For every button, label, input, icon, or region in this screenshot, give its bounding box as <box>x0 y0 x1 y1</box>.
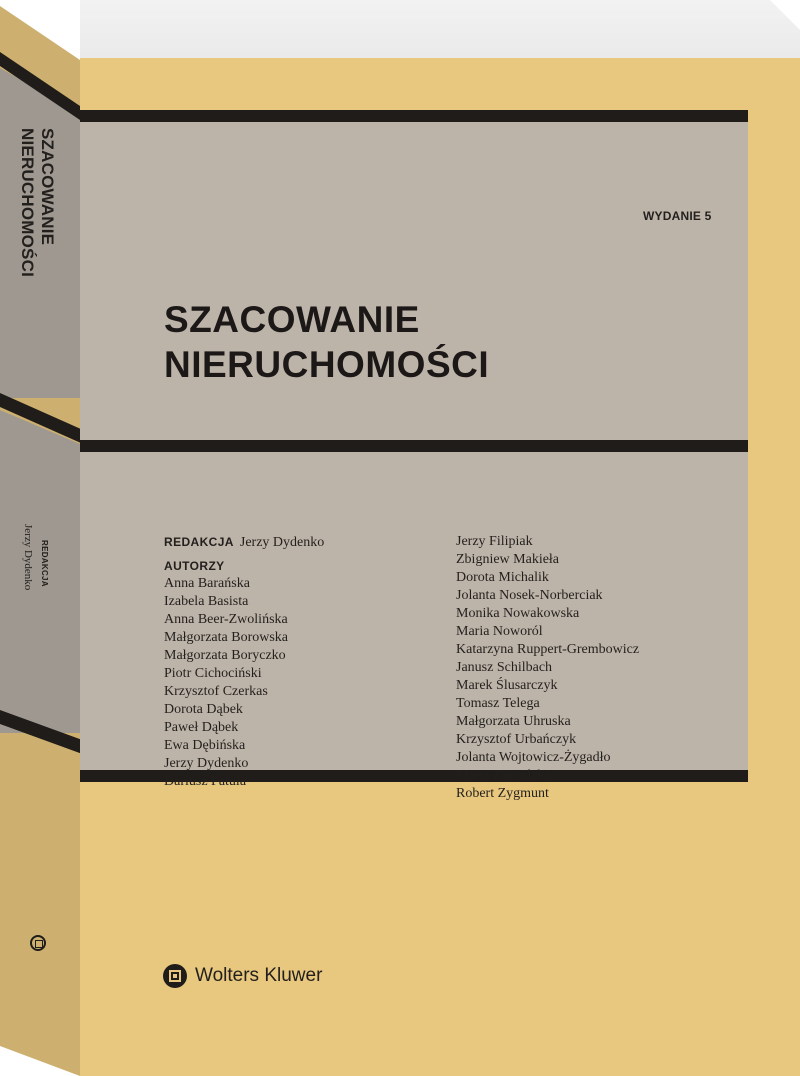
book-title-line-1: SZACOWANIE <box>164 299 420 340</box>
front-cover <box>80 58 800 1076</box>
author-name: Jolanta Wojtowicz-Żygadło <box>456 750 611 765</box>
authors-label: AUTORZY <box>164 559 225 573</box>
author-name: Małgorzata Borowska <box>164 630 289 645</box>
author-name: Dorota Dąbek <box>164 702 243 717</box>
author-name: Piotr Cichociński <box>164 666 262 681</box>
author-name: Jerzy Dydenko <box>164 756 249 771</box>
author-name: Krzysztof Urbańczyk <box>456 732 577 747</box>
book-title <box>164 297 604 387</box>
author-name: Robert Zygmunt <box>456 786 549 801</box>
wolters-kluwer-spine-icon <box>30 935 46 951</box>
author-name: Anna Barańska <box>164 576 250 591</box>
author-name: Paweł Dąbek <box>164 720 239 735</box>
wolters-kluwer-icon <box>163 964 187 988</box>
author-name: Katarzyna Ruppert-Grembowicz <box>456 642 640 657</box>
publisher-name: Wolters Kluwer <box>195 965 323 986</box>
author-name: Zbigniew Makieła <box>456 552 560 567</box>
title-panel <box>80 122 748 440</box>
cover-stripe-middle <box>80 440 748 452</box>
author-name: Dariusz Fatuła <box>164 774 247 789</box>
author-name: Jerzy Filipiak <box>456 534 533 549</box>
publisher-brand <box>163 960 322 992</box>
author-name: Jolanta Nosek-Norberciak <box>456 588 603 603</box>
credits-right-column <box>456 533 736 803</box>
author-name: Janusz Schilbach <box>456 660 553 675</box>
spine-editor-label: REDAKCJA <box>40 540 49 587</box>
author-name: Maria Zawadzka <box>456 768 551 783</box>
author-name: Dorota Michalik <box>456 570 549 585</box>
author-name: Monika Nowakowska <box>456 606 580 621</box>
author-name: Krzysztof Czerkas <box>164 684 268 699</box>
editor-line <box>164 533 424 552</box>
author-name: Ewa Dębińska <box>164 738 246 753</box>
page-edge <box>80 0 800 65</box>
edition-label: WYDANIE 5 <box>643 209 712 223</box>
cover-stripe-top <box>80 110 748 122</box>
book-title-line-2: NIERUCHOMOŚCI <box>164 344 490 385</box>
author-name: Małgorzata Boryczko <box>164 648 286 663</box>
author-name: Małgorzata Uhruska <box>456 714 571 729</box>
author-name: Tomasz Telega <box>456 696 540 711</box>
author-name: Maria Noworól <box>456 624 543 639</box>
spine-editor-name: Jerzy Dydenko <box>22 524 34 591</box>
author-name: Anna Beer-Zwolińska <box>164 612 288 627</box>
editor-name: Jerzy Dydenko <box>239 535 325 550</box>
spine-title: SZACOWANIE NIERUCHOMOŚCI <box>18 128 57 277</box>
author-name: Izabela Basista <box>164 594 249 609</box>
editor-label: REDAKCJA <box>164 535 234 549</box>
credits-left-column <box>164 533 424 791</box>
author-name: Marek Ślusarczyk <box>456 678 558 693</box>
